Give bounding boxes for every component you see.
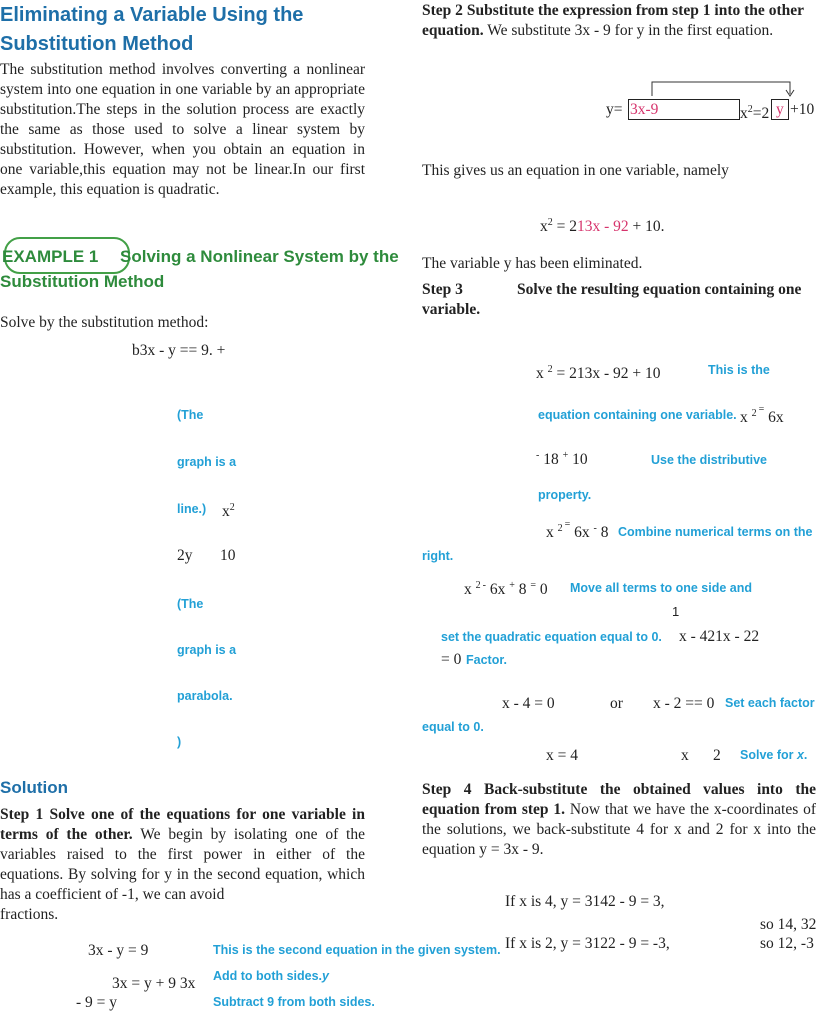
step1-eq3: - 9 = y xyxy=(76,994,118,1011)
step3-eq3: - 18 + 10 xyxy=(536,450,588,469)
gives-text: This gives us an equation in one variable, namely xyxy=(422,162,729,179)
diagram-y-eq: y= xyxy=(606,101,623,118)
backsub-line1: If x is 4, y = 3142 - 9 = 3, xyxy=(505,893,665,910)
step3-label: Step 3 xyxy=(422,281,463,298)
note-line-graph-1a: (The xyxy=(177,408,204,422)
step3-note8: set the quadratic equation equal to 0. xyxy=(441,630,662,644)
step2-paragraph: Step 2 Substitute the expression from step 1 into the other equation. We substitute 3x - 9 for y in the first equation. xyxy=(422,2,804,39)
factor-note-2: equal to 0. xyxy=(422,720,484,734)
step1-tail: fractions. xyxy=(0,906,59,923)
backsub-so1: so 14, 32 xyxy=(760,916,816,933)
factor-note: Set each factor xyxy=(725,696,815,710)
step3-eq2: x $^2$ = 6x xyxy=(740,404,784,427)
note-line-graph-1c: line.) xyxy=(177,502,207,516)
factor-or: or xyxy=(610,695,623,712)
step3-note4: property. xyxy=(538,488,592,502)
system-2y: 2y xyxy=(177,547,193,564)
step1-paragraph: Step 1 Solve one of the equations for one variable in terms of the other. We begin by isolating one of the variables raised to the first power in either of the equations. By solving for y in the second equation, which has a coefficient of -1, we can avoid xyxy=(0,806,365,903)
step3-note6: right. xyxy=(422,549,454,563)
solution-x4: x = 4 xyxy=(546,747,578,764)
factor-eq1: x - 4 = 0 xyxy=(502,695,555,712)
solution-heading: Solution xyxy=(0,778,68,797)
diagram-tail: +10 xyxy=(790,101,815,118)
step3-eq5: x $^2$ - 6x + 8 = 0 xyxy=(464,580,548,599)
diagram-expression-box xyxy=(628,99,740,120)
diagram-y-box xyxy=(771,99,789,120)
step1-eq2: 3x = y + 9 3x xyxy=(112,975,196,992)
eliminated-text: The variable y has been eliminated. xyxy=(422,255,643,272)
one-variable-equation: $x^2 = 213x - 92 + 10$. xyxy=(540,217,665,236)
step3-title: Solve the resulting equation containing one xyxy=(517,281,802,298)
step3-eq7: = 0 xyxy=(441,651,462,668)
diagram-y: y xyxy=(776,101,784,118)
step1-eq1-note: This is the second equation in the given system. xyxy=(213,943,501,957)
solution-x2-val: 2 xyxy=(713,747,721,764)
step3-one: 1 xyxy=(672,604,680,619)
backsub-so2: so 12, -3 xyxy=(760,935,814,952)
note-parabola-d: ) xyxy=(177,735,182,749)
example-label: EXAMPLE 1 xyxy=(2,247,99,266)
system-10: 10 xyxy=(220,547,236,564)
step3-title-2: variable. xyxy=(422,301,481,318)
solve-for-note: Solve for x. xyxy=(740,748,808,762)
diagram-expression: 3x-9 xyxy=(630,101,659,118)
solution-x2-x: x xyxy=(681,747,689,764)
intro-paragraph: The substitution method involves converting a nonlinear system into one equation in one variable by an appropriate substitution.The steps in the solution process are exactly the same as those used to solve a linear system by substitution. However, when you obtain an equation in one variable,this equation may not be linear.In our first example, this equation is quadratic. xyxy=(0,61,365,198)
diagram-x-squared: $x^2=2$ xyxy=(740,104,770,123)
step3-note3: Use the distributive xyxy=(651,453,767,467)
solve-instruction: Solve by the substitution method: xyxy=(0,314,209,331)
step3-note1: This is the xyxy=(708,363,770,377)
step3-eq1: x $^2$ = 213x - 92 + 10 xyxy=(536,364,661,383)
section-title-line1: Eliminating a Variable Using the xyxy=(0,4,304,26)
step3-note5: Combine numerical terms on the xyxy=(618,525,813,539)
note-parabola-a: (The xyxy=(177,597,204,611)
example-title-line2: Substitution Method xyxy=(0,272,165,291)
step4-paragraph: Step 4 Back-substitute the obtained values into the equation from step 1. Now that we have the x-coordinates of the solutions, we back-substitute 4 for x and 2 for x into the equation y = 3x - 9. xyxy=(422,781,816,858)
system-x-squared: $x^2$ xyxy=(222,502,235,521)
section-title-line2: Substitution Method xyxy=(0,33,194,55)
note-line-graph-1b: graph is a xyxy=(177,455,237,469)
factor-eq2: x - 2 == 0 xyxy=(653,695,715,712)
step3-eq6: x - 421x - 22 xyxy=(679,628,760,645)
step1-eq1: 3x - y = 9 xyxy=(88,942,149,959)
step3-note2: equation containing one variable. xyxy=(538,408,737,422)
step3-eq4: x $^2$ = 6x - 8 xyxy=(546,519,609,542)
step1-eq3-note: Subtract 9 from both sides. xyxy=(213,995,375,1009)
step3-note7: Move all terms to one side and xyxy=(570,581,752,595)
note-parabola-b: graph is a xyxy=(177,643,237,657)
backsub-line2: If x is 2, y = 3122 - 9 = -3, xyxy=(505,935,670,952)
system-equation: b3x - y == 9. + xyxy=(132,342,226,359)
example-title-line1: Solving a Nonlinear System by the xyxy=(120,247,399,266)
step1-eq2-note: Add to both sides.y xyxy=(213,969,329,983)
step3-note9: Factor. xyxy=(466,653,507,667)
note-parabola-c: parabola. xyxy=(177,689,233,703)
